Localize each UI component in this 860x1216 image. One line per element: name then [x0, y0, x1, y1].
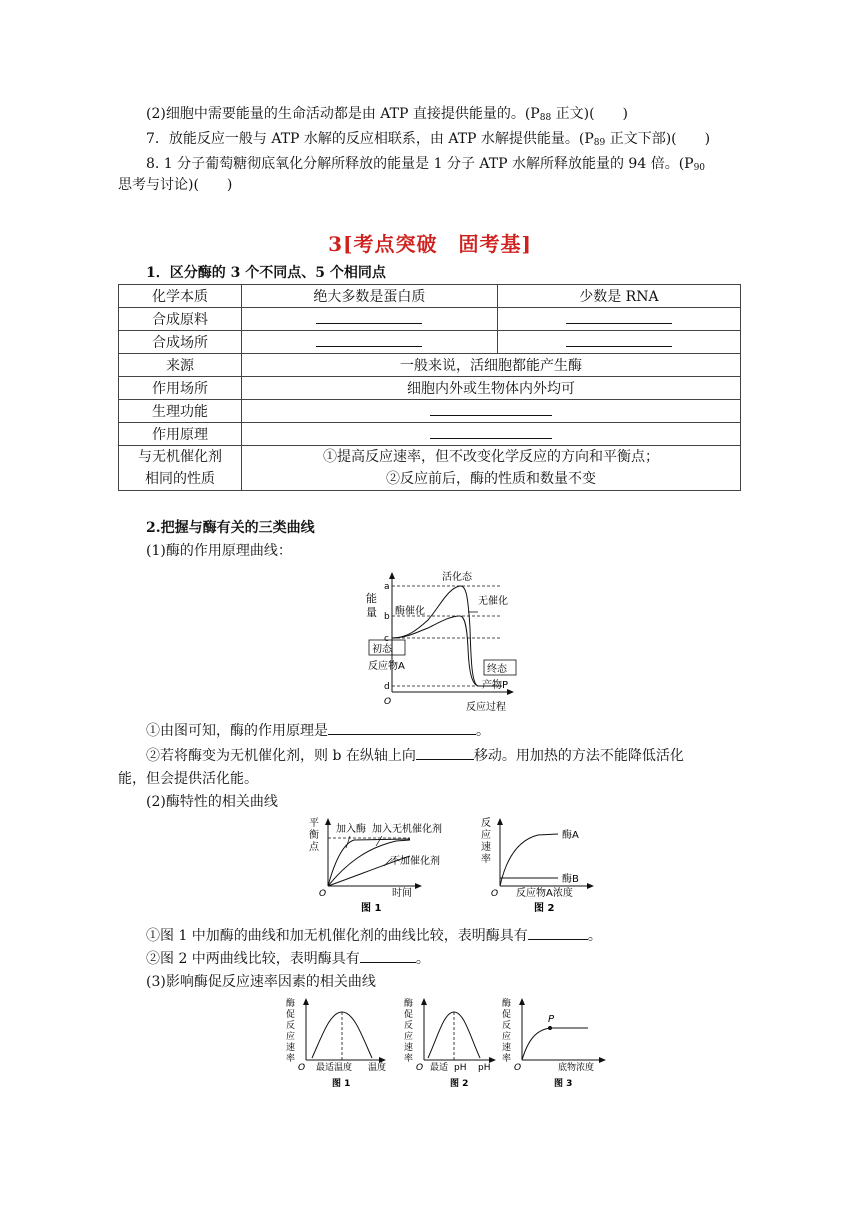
initial-state-label: 初态	[372, 644, 392, 655]
x-axis-label: 时间	[392, 888, 412, 899]
question-2-1-b: ②若将酶变为无机催化剂，则 b 在纵轴上向 移动。用加热的方法不能降低活化	[146, 748, 684, 764]
y-label: 平	[309, 818, 319, 829]
answer-blank[interactable]	[497, 331, 740, 354]
y-label: 能	[366, 592, 377, 605]
y-label: 应	[286, 1032, 296, 1042]
table-cell: 生理功能	[119, 400, 242, 423]
answer-blank[interactable]	[328, 722, 476, 735]
y-label: 率	[404, 1054, 414, 1064]
graph-ph	[404, 997, 496, 1089]
y-label: 反	[502, 1021, 512, 1031]
question-2-2-a: ①图 1 中加酶的曲线和加无机催化剂的曲线比较，表明酶具有 。	[146, 928, 602, 944]
question-2-2-title: (2)酶特性的相关曲线	[146, 794, 278, 810]
graph-temperature	[286, 997, 386, 1089]
factors-figure	[282, 996, 612, 1092]
x-axis-label: 底物浓度	[558, 1063, 595, 1073]
table-cell: 绝大多数是蛋白质	[242, 285, 498, 308]
y-label: 应	[404, 1032, 414, 1042]
y-label: 酶	[404, 999, 414, 1009]
intro-line-1: (2)细胞中需要能量的生命活动都是由 ATP 直接提供能量的。($P_{88}$ 正文)( )	[146, 106, 629, 123]
activated-state-label: 活化态	[442, 572, 472, 583]
question-2-title: 2.把握与酶有关的三类曲线	[146, 520, 315, 536]
y-label: 促	[286, 1010, 296, 1020]
table-row	[119, 354, 741, 377]
enzyme-mechanism-figure	[362, 568, 530, 712]
question-2-3-title: (3)影响酶促反应速率因素的相关曲线	[146, 974, 376, 990]
question-2-1-title: (1)酶的作用原理曲线：	[146, 543, 292, 559]
table-cell: ①提高反应速率，但不改变化学反应的方向和平衡点； ②反应前后，酶的性质和数量不变	[242, 446, 741, 491]
y-label: 量	[366, 606, 377, 619]
point-label: P	[548, 1014, 555, 1025]
table-row	[119, 285, 741, 308]
y-label: 促	[502, 1010, 512, 1020]
tick-label: b	[384, 612, 390, 622]
intro-line-3: 8. 1 分子葡萄糖彻底氧化分解所释放的能量是 1 分子 ATP 水解所释放能量的 94 倍。($P_{90}$	[146, 156, 706, 173]
curve-label: 加入无机催化剂	[372, 824, 442, 835]
x-axis-label: 最适温度	[316, 1063, 353, 1073]
table-cell: 与无机催化剂 相同的性质	[119, 446, 242, 491]
y-label: 速	[404, 1043, 414, 1053]
reactant-label: 反应物A	[368, 661, 405, 672]
y-label: 反	[404, 1021, 414, 1031]
answer-blank[interactable]	[242, 400, 741, 423]
figure-caption: 图 2	[534, 903, 555, 914]
curve-label: 不加催化剂	[390, 856, 440, 867]
origin-label: O	[514, 1063, 522, 1073]
y-label: 速	[481, 842, 491, 853]
table-row	[119, 377, 741, 400]
no-catalysis-label: 无催化	[478, 596, 508, 607]
table-cell: 合成场所	[119, 331, 242, 354]
figure-caption: 图 1	[332, 1079, 351, 1089]
origin-label: O	[416, 1063, 424, 1073]
origin-label: O	[384, 697, 392, 707]
y-label: 点	[309, 842, 319, 853]
y-label: 酶	[286, 999, 296, 1009]
answer-blank[interactable]	[416, 747, 474, 760]
tick-label: a	[384, 582, 390, 592]
x-axis-label: 反应过程	[466, 702, 506, 712]
tick-label: d	[384, 682, 390, 692]
product-label: 产物P	[482, 680, 509, 691]
curve-label: 酶A	[562, 830, 579, 841]
table-row	[119, 446, 741, 491]
table-cell: 合成原料	[119, 308, 242, 331]
y-label: 率	[286, 1054, 296, 1064]
curve-label: 酶B	[562, 874, 579, 885]
table-cell: 化学本质	[119, 285, 242, 308]
table-row	[119, 308, 741, 331]
tick-label: c	[384, 634, 389, 644]
y-label: 应	[502, 1032, 512, 1042]
table-row	[119, 423, 741, 446]
question-2-1-c: 能，但会提供活化能。	[118, 771, 258, 787]
answer-blank[interactable]	[360, 950, 416, 963]
y-label: 促	[404, 1010, 414, 1020]
answer-blank[interactable]	[528, 927, 588, 940]
answer-blank[interactable]	[242, 331, 498, 354]
x-axis-label: pH	[478, 1063, 491, 1073]
table-cell: 一般来说，活细胞都能产生酶	[242, 354, 741, 377]
enzyme-comparison-table	[118, 284, 741, 491]
answer-blank[interactable]	[242, 308, 498, 331]
y-label: 速	[502, 1043, 512, 1053]
y-label: 应	[481, 830, 491, 841]
y-label: 反	[481, 818, 491, 829]
section-heading: 3[考点突破 固考基]	[328, 232, 532, 256]
y-label: 率	[481, 854, 491, 865]
table-cell: 细胞内外或生物体内外均可	[242, 377, 741, 400]
curve-label: 加入酶	[336, 824, 366, 835]
y-label: 速	[286, 1043, 296, 1053]
question-2-2-b: ②图 2 中两曲线比较，表明酶具有 。	[146, 951, 430, 967]
origin-label: O	[298, 1063, 306, 1073]
specificity-figure-2	[478, 814, 618, 914]
y-label: 酶	[502, 999, 512, 1009]
x-axis-label: 最适	[430, 1063, 449, 1073]
x-axis-label: pH	[454, 1063, 467, 1073]
table-cell: 作用场所	[119, 377, 242, 400]
figure-caption: 图 1	[361, 903, 382, 914]
answer-blank[interactable]	[242, 423, 741, 446]
final-state-label: 终态	[487, 664, 507, 675]
table-cell: 少数是 RNA	[497, 285, 740, 308]
question-1-title: 1．区分酶的 3 个不同点、5 个相同点	[146, 265, 386, 281]
intro-line-2: 7．放能反应一般与 ATP 水解的反应相联系，由 ATP 水解提供能量。($P_{89}$ 正文下部)( )	[146, 131, 711, 148]
x-axis-label: 温度	[368, 1063, 387, 1073]
table-row	[119, 331, 741, 354]
y-label: 率	[502, 1054, 512, 1064]
y-label: 衡	[309, 830, 319, 841]
table-cell: 来源	[119, 354, 242, 377]
intro-line-4: 思考与讨论)( )	[118, 177, 233, 193]
enzyme-catalysis-label: 酶催化	[395, 606, 425, 617]
table-row	[119, 400, 741, 423]
answer-blank[interactable]	[497, 308, 740, 331]
origin-label: O	[491, 889, 499, 899]
x-axis-label: 反应物A浓度	[516, 888, 573, 899]
figure-caption: 图 2	[450, 1079, 469, 1089]
table-cell: 作用原理	[119, 423, 242, 446]
question-2-1-a: ①由图可知，酶的作用原理是 。	[146, 723, 490, 739]
origin-label: O	[319, 889, 327, 899]
specificity-figure-1	[306, 814, 462, 914]
y-label: 反	[286, 1021, 296, 1031]
figure-caption: 图 3	[554, 1079, 573, 1089]
graph-substrate	[502, 997, 606, 1089]
